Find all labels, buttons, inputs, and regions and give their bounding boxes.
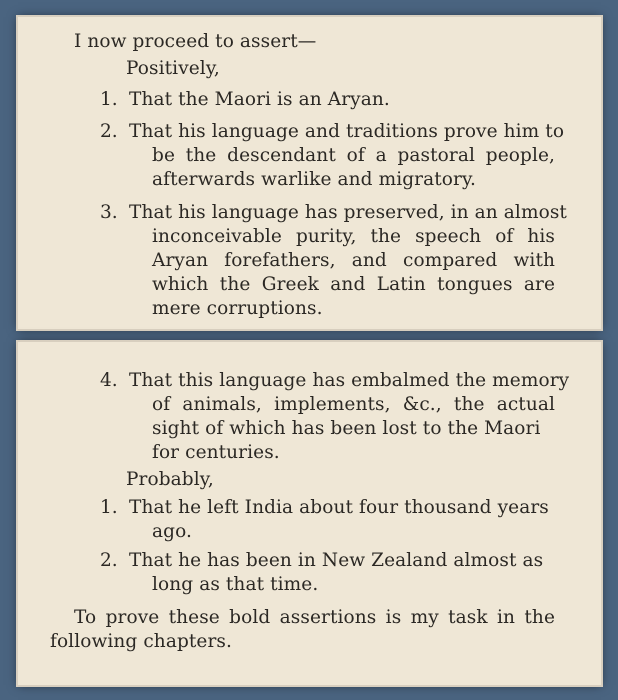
item-number: 3.	[100, 202, 118, 223]
item-number: 1.	[100, 497, 118, 518]
page-scan-bottom	[18, 342, 601, 685]
item-text: afterwards warlike and migratory.	[152, 169, 477, 190]
item-text: That the Maori is an Aryan.	[129, 89, 390, 110]
item-number: 2.	[100, 121, 118, 142]
item-text: That his language has preserved, in an almost	[129, 202, 567, 223]
item-text: which the Greek and Latin tongues are	[152, 274, 555, 295]
item-number: 1.	[100, 89, 118, 110]
closing-text: following chapters.	[50, 631, 232, 652]
item-text: That he has been in New Zealand almost as	[129, 550, 544, 571]
page-scan-top	[18, 17, 601, 329]
item-text: inconceivable purity, the speech of his	[152, 226, 555, 247]
closing-text: To prove these bold assertions is my task in the	[74, 607, 555, 628]
section-label-probably: Probably,	[126, 469, 214, 490]
item-text: ago.	[152, 521, 192, 542]
item-text: for centuries.	[152, 442, 280, 463]
item-text: of animals, implements, &c., the actual	[152, 394, 555, 415]
item-text: be the descendant of a pastoral people,	[152, 145, 555, 166]
item-text: That this language has embalmed the memory	[129, 370, 570, 391]
item-text: sight of which has been lost to the Maori	[152, 418, 541, 439]
item-text: That he left India about four thousand years	[129, 497, 549, 518]
item-text: long as that time.	[152, 574, 319, 595]
section-label-positively: Positively,	[126, 58, 220, 79]
item-number: 2.	[100, 550, 118, 571]
intro-text: I now proceed to assert—	[74, 31, 317, 52]
item-number: 4.	[100, 370, 118, 391]
item-text: That his language and traditions prove him to	[129, 121, 565, 142]
item-text: Aryan forefathers, and compared with	[152, 250, 555, 271]
item-text: mere corruptions.	[152, 298, 323, 319]
